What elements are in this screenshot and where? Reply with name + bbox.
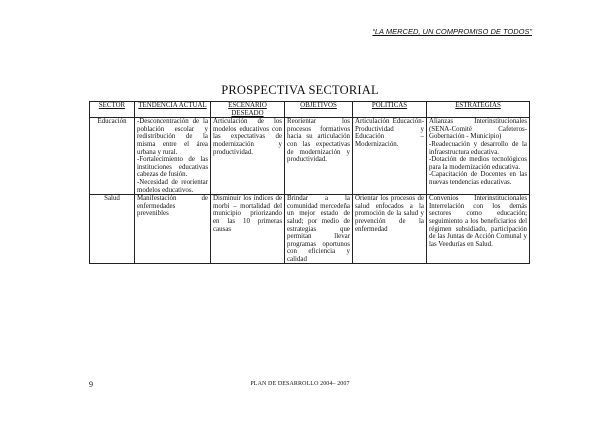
column-header-estrategias: ESTRATEGIAS: [427, 102, 530, 118]
politicas-cell: Orientar los procesos de salud enfocados a la promoción de la salud y prevención de la enfermedad: [353, 195, 427, 264]
politicas-cell: Articulación Educación-Productividad y Educación – Modernización.: [353, 118, 427, 195]
objetivos-cell: Brindar a la comunidad mercedeña un mejor estado de salud; por medio de estrategias que permitan llevar programas oportunos con eficiencia y calidad: [285, 195, 353, 264]
estrategias-cell: Convenios Interinstitucionales Interrelación con los demás sectores como educación; seguimiento a los beneficiarios del régimen subsidiado, participación de las Juntas de Acción Comunal y las Veedurías en Salud.: [427, 195, 530, 264]
table-row: [90, 118, 530, 195]
escenario-cell: Articulación de los modelos educativos con las expectativas de modernización y productividad.: [211, 118, 285, 195]
column-header-objetivos: OBJETIVOS: [285, 102, 353, 118]
column-header-tendencia: TENDENCIA ACTUAL: [135, 102, 211, 118]
sector-cell: Educación: [90, 118, 135, 195]
column-header-sector: SECTOR: [90, 102, 135, 118]
column-header-politicas: POLITICAS: [353, 102, 427, 118]
page-number: 9: [89, 380, 93, 389]
prospectiva-table: [89, 101, 530, 264]
estrategias-cell: Alianzas Interinstitucionales (SENA-Comité Cafeteros-Gobernación - Municipio) -Readecuación y desarrollo de la infraestructura educativa. -Dotación de medios tecnológicos para la modernización educativa. -Capacitación de Docentes en las nuevas tendencias educativas.: [427, 118, 530, 195]
tendencia-cell: Manifestación de enfermedades prevenibles: [135, 195, 211, 264]
escenario-cell: Disminuir los índices de morbi – mortalidad del municipio priorizando en las 10 primeras causas: [211, 195, 285, 264]
tendencia-cell: -Desconcentración de la población escolar y redistribución de la misma entre el área urbana y rural. -Fortalecimiento de las instituciones educativas cabezas de fusión. -Necesidad de reorientar modelos educativos.: [135, 118, 211, 195]
header-motto: “LA MERCED, UN COMPROMISO DE TODOS”: [372, 27, 532, 36]
table-header-row: [90, 102, 530, 118]
objetivos-cell: Reorientar los procesos formativos hacia su articulación con las expectativas de modernización y productividad.: [285, 118, 353, 195]
column-header-escenario: ESCENARIO DESEADO: [211, 102, 285, 118]
sector-cell: Salud: [90, 195, 135, 264]
table-row: [90, 195, 530, 264]
footer-plan-title: PLAN DE DESARROLLO 2004– 2007: [250, 381, 350, 387]
page-title: PROSPECTIVA SECTORIAL: [221, 83, 379, 97]
